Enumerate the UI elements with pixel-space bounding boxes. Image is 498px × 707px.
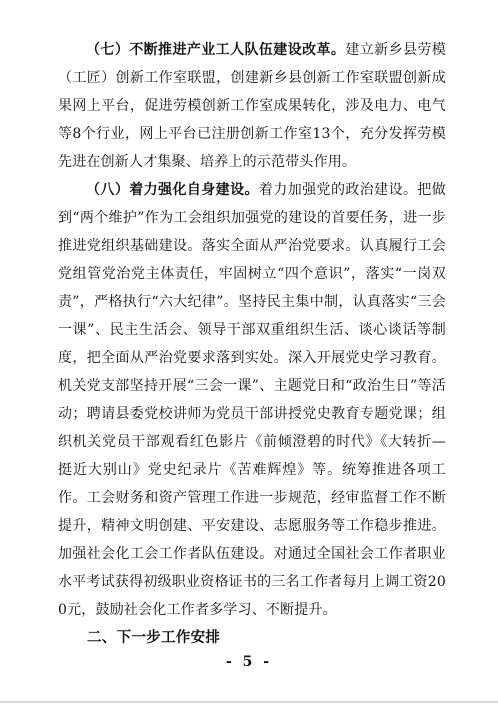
paragraph-seven-body: 建立新乡县劳模（工匠）创新工作室联盟，创建新乡县创新工作室联盟创新成果网上平台，促进劳模创新工作室成果转化，涉及电力、电气等8个行业，网上平台已注册创新工作室13个，充分发挥劳模先进在创新人才集聚、培养上的示范带头作用。 [58,42,446,170]
paragraph-seven [58,36,446,176]
page-number: - 5 - [225,654,273,670]
section-heading: 二、下一步工作安排 [87,629,221,646]
paragraph-eight [58,176,446,624]
paragraph-seven-lead: （七）不断推进产业工人队伍建设改革。 [86,42,346,58]
bottom-divider [0,701,498,703]
paragraph-eight-lead: （八）着力强化自身建设。 [86,182,259,198]
paragraph-eight-body: 着力加强党的政治建设。把做到“两个维护”作为工会组织加强党的建设的首要任务，进一步推进党组织基础建设。落实全面从严治党要求。认真履行工会党组管党治党主体责任，牢固树立“四个意识”，落实“一岗双责”，严格执行“六大纪律”。坚持民主集中制，认真落实“三会一课”、民主生活会、领导干部双重组织生活、谈心谈话等制度，把全面从严治党要求落到实处。深入开展党史学习教育。机关党支部坚持开展“三会一课”、主题党日和“政治生日”等活动；聘请县委党校讲师为党员干部讲授党史教育专题党课；组织机关党员干部观看红色影片《前倾澄碧的时代》《大转折—挺近大别山》党史纪录片《苦难辉煌》等。统筹推进各项工作。工会财务和资产管理工作进一步规范，经审监督工作不断提升，精神文明创建、平安建设、志愿服务等工作稳步推进。加强社会化工会工作者队伍建设。对通过全国社会工作者职业水平考试获得初级职业资格证书的三名工作者每月上调工资200元，鼓励社会化工作者多学习、不断提升。 [58,182,446,618]
document-body [58,36,446,652]
